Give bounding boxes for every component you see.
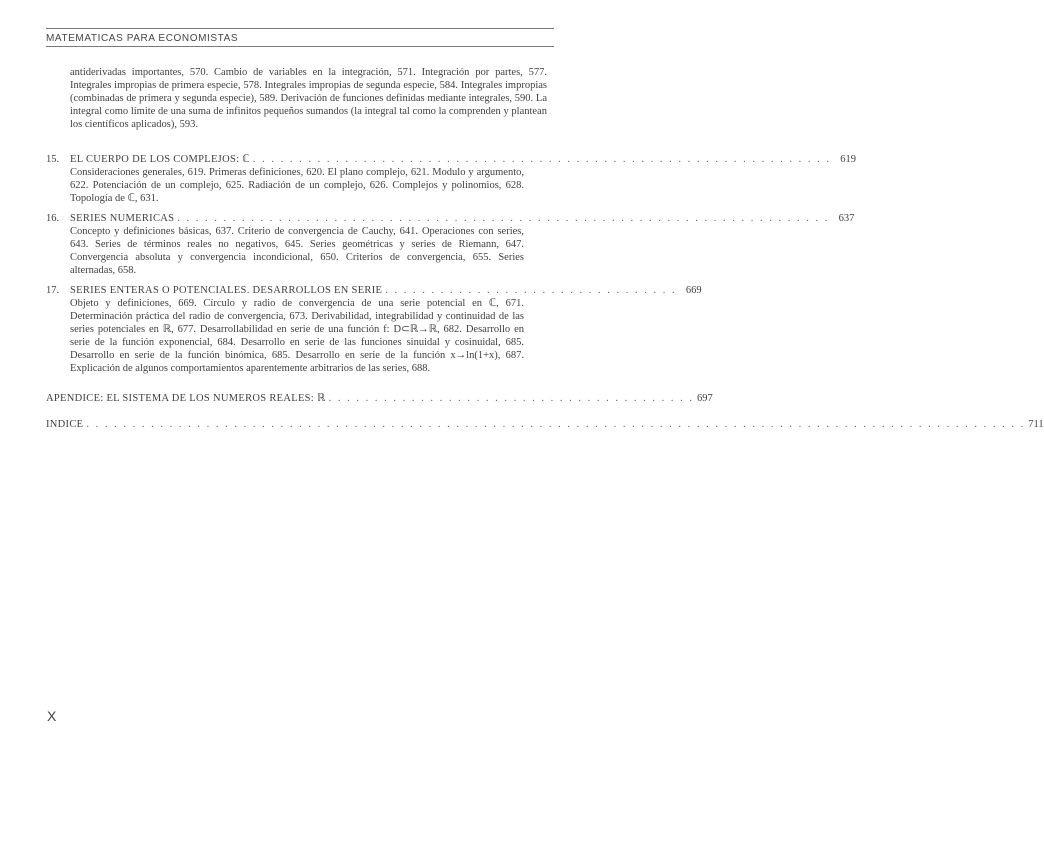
chapter-page-number: 637 xyxy=(838,213,855,224)
chapter-number: 15. xyxy=(46,154,60,165)
chapter-title: SERIES NUMERICAS xyxy=(70,213,175,224)
toc-entry-index xyxy=(46,418,1044,431)
appendix-title: APENDICE: EL SISTEMA DE LOS NUMEROS REALES: ℝ xyxy=(46,393,326,404)
toc-entry-chapter-16 xyxy=(46,212,855,277)
chapter-number: 16. xyxy=(46,213,60,224)
running-header xyxy=(46,28,554,47)
page-folio: X xyxy=(47,708,57,724)
chapter-description: Objeto y definiciones, 669. Círculo y radio de convergencia de una serie potencial en ℂ, 671. Determinación práctica del radio de convergencia, 673. Derivabilidad, integrabilidad y continuidad de las series potenciales en ℝ, 677. Desarrollabilidad en serie de una función f: D⊂ℝ→ℝ, 682. Desarrollo en serie de la función exponencial, 684. Desarrollo en serie de las funciones sinuidal y cosinuidal, 685. Desarrollo en serie de la función binómica, 685. Desarrollo en serie de la función x→ln(1+x), 687. Explicación de algunos comportamientos aparentemente arbitrarios de las series, 688. xyxy=(70,298,524,374)
chapter-page-number: 669 xyxy=(685,285,702,296)
toc-entry-appendix xyxy=(46,392,713,405)
toc-entry-chapter-15 xyxy=(46,153,856,205)
index-page-number: 711 xyxy=(1028,419,1044,430)
header-rule-bottom xyxy=(46,46,554,47)
appendix-page-number: 697 xyxy=(696,393,713,404)
leader-dots: . . . . . . . . . . . . . . . . . . . . . . . . . . . . . . . . . . . . . . . . xyxy=(328,393,694,404)
header-title: MATEMATICAS PARA ECONOMISTAS xyxy=(46,33,239,44)
chapter-number: 17. xyxy=(46,285,60,296)
continued-chapter-description: antiderivadas importantes, 570. Cambio de variables en la integración, 571. Integración por partes, 577. Integrales impropias de primera especie, 578. Integrales impropias de segunda especie, 584. Integrales impropias (combinadas de primera y segunda especie), 589. Derivación de funciones definidas mediante integrales, 590. La integral como límite de una suma de infinitos pequeños sumandos (la integral tal como la comprenden y plantean los científicos aplicados), 593. xyxy=(70,67,547,130)
leader-dots: . . . . . . . . . . . . . . . . . . . . . . . . . . . . . . . . xyxy=(385,285,677,296)
leader-dots: . . . . . . . . . . . . . . . . . . . . . . . . . . . . . . . . . . . . . . . . . . . . . . . . . . . . . . . . . . . . . . . . . . . . . . . xyxy=(177,213,830,224)
leader-dots: . . . . . . . . . . . . . . . . . . . . . . . . . . . . . . . . . . . . . . . . . . . . . . . . . . . . . . . . . . . . . . . . . . . . . . . . . . . . . . . . . . . . . . . . . . . . . . . . . . . . . . xyxy=(86,419,1026,430)
toc-entry-chapter-17 xyxy=(46,284,702,375)
chapter-title: EL CUERPO DE LOS COMPLEJOS: ℂ xyxy=(70,154,250,165)
index-title: INDICE xyxy=(46,419,84,430)
chapter-title: SERIES ENTERAS O POTENCIALES. DESARROLLOS EN SERIE xyxy=(70,285,383,296)
leader-dots: . . . . . . . . . . . . . . . . . . . . . . . . . . . . . . . . . . . . . . . . . . . . . . . . . . . . . . . . . . . . . . . xyxy=(252,154,831,165)
chapter-description: Consideraciones generales, 619. Primeras definiciones, 620. El plano complejo, 621. Modulo y argumento, 622. Potenciación de un complejo, 625. Radiación de un complejo, 626. Complejos y polinomios, 628. Topología de ℂ, 631. xyxy=(70,167,524,204)
chapter-description: Concepto y definiciones básicas, 637. Criterio de convergencia de Cauchy, 641. Operaciones con series, 643. Series de términos reales no negativos, 645. Series geométricas y series de Riemann, 647. Convergencia absoluta y convergencia incondicional, 650. Criterios de convergencia, 655. Series alternadas, 658. xyxy=(70,226,524,276)
chapter-page-number: 619 xyxy=(840,154,856,165)
